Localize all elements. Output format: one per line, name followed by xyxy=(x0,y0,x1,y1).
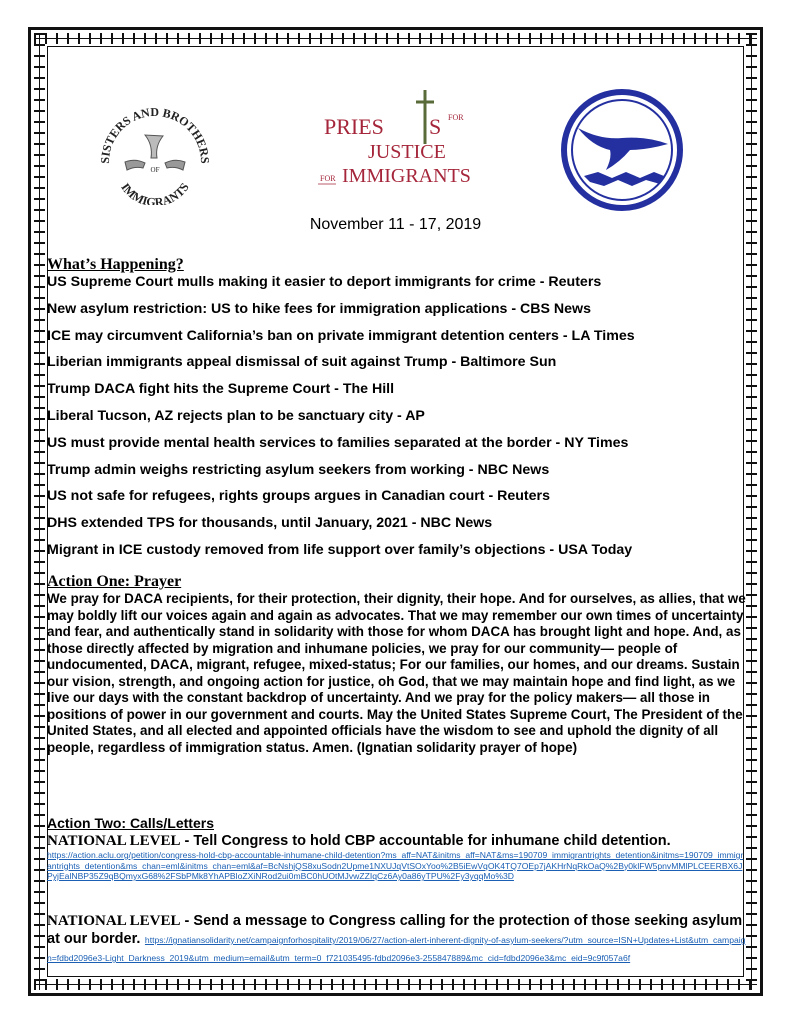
news-item[interactable]: US not safe for refugees, rights groups argues in Canadian court - Reuters xyxy=(47,488,550,505)
dove-emblem-logo xyxy=(560,88,685,213)
news-list xyxy=(47,274,747,569)
level-separator: - xyxy=(180,913,194,929)
news-item[interactable]: ICE may circumvent California’s ban on private immigrant detention centers - LA Times xyxy=(47,327,635,344)
border-pattern-right xyxy=(746,33,757,990)
action-two-heading: Action Two: Calls/Letters xyxy=(47,815,214,831)
national-level-label: NATIONAL LEVEL xyxy=(47,833,181,849)
svg-text:OF: OF xyxy=(150,166,160,174)
svg-text:S: S xyxy=(429,114,442,139)
level-separator: - xyxy=(180,833,194,849)
svg-text:IMMIGRANTS: IMMIGRANTS xyxy=(342,165,471,187)
aclu-petition-link[interactable]: https://action.aclu.org/petition/congress-hold-cbp-accountable-inhumane-child-detention?ms_aff=NAT&initms_aff=NAT&ms=190709_immigrantrights_detention&initms=190709_immigrantrights_detention&ms_chan=eml&initms_chan=eml&af=BcNshjQS8xuSodn2Upme1NXUJqVtSOxYoo%2B5iEwVqOK4TQ7OEp7jAKHrNqRkOaQ%2By0klFW5pnvMMlPLCEERBX6JPyjEalNBP35Z9qBQmyxG68%2FSbPMk8YhAPBloZXiNRod2ui0mBC0hUOtMJvwZZIqCz6Ay0a86yTPU%2Fy3yqqMo%3D xyxy=(47,850,744,882)
date-range: November 11 - 17, 2019 xyxy=(309,216,482,233)
national-action-2-text: Send a message to Congress calling for the protection of those seeking asylum at our border. xyxy=(47,913,743,947)
news-item[interactable]: US must provide mental health services to families separated at the border - NY Times xyxy=(47,434,629,451)
news-item[interactable]: Trump DACA fight hits the Supreme Court - The Hill xyxy=(47,381,395,398)
national-action-1 xyxy=(47,832,747,882)
svg-text:PRIES: PRIES xyxy=(324,114,384,139)
border-pattern-left xyxy=(34,33,45,990)
border-pattern-bottom xyxy=(34,979,757,990)
news-item[interactable]: DHS extended TPS for thousands, until January, 2021 - NBC News xyxy=(47,515,493,532)
national-action-1-text: Tell Congress to hold CBP accountable for inhumane child detention. xyxy=(193,833,671,849)
svg-text:FOR: FOR xyxy=(320,174,336,183)
national-level-label: NATIONAL LEVEL xyxy=(47,913,181,929)
svg-text:SISTERS AND BROTHERS: SISTERS AND BROTHERS xyxy=(97,104,213,164)
news-item[interactable]: Trump admin weighs restricting asylum seekers from working - NBC News xyxy=(47,461,550,478)
svg-text:IMMIGRANTS: IMMIGRANTS xyxy=(118,180,192,205)
priests-justice-logo xyxy=(308,90,483,190)
action-one-heading: Action One: Prayer xyxy=(47,573,182,590)
svg-text:JUSTICE: JUSTICE xyxy=(368,141,446,163)
svg-text:FOR: FOR xyxy=(448,113,464,122)
news-item[interactable]: Migrant in ICE custody removed from life support over family’s objections - USA Today xyxy=(47,541,633,558)
prayer-text: We pray for DACA recipients, for their protection, their dignity, their hope. And for ourselves, as allies, that we may boldly lift our voices again and again as advocates. That we may remember our own times of uncertainty and fear, and authentically stand in solidarity with those for whom DACA has brought light and hope. And, as those directly affected by migration and inhumane policies, we pray for our community— people of undocumented, DACA, migrant, refugee, mixed-status; For our families, our homes, and our dreams. Sustain our vision, strength, and ongoing action for justice, oh God, that we may maintain hope and find light, as we live our days with the constant backdrop of uncertainty. And we pray for the policy makers— all those in positions of power in our government and courts. May the United States Supreme Court, The President of the United States, and all elected and appointed officials have the wisdom to see and uphold the dignity of all people, regardless of immigration status. Amen. (Ignatian solidarity prayer of hope) xyxy=(47,591,746,755)
national-action-2 xyxy=(47,912,747,966)
sisters-brothers-logo xyxy=(95,100,215,205)
ignatian-solidarity-link[interactable]: https://ignatiansolidarity.net/campaignforhospitality/2019/06/27/action-alert-inherent-dignity-of-asylum-seekers/?utm_source=ISN+Updates+List&utm_campaign=fdbd2096e3-Light_Darkness_2019&utm_medium=email&utm_term=0_f721035495-fdbd2096e3-255847889&mc_cid=fdbd2096e3&mc_eid=9c9f057a6f xyxy=(47,935,746,963)
border-pattern-top xyxy=(34,33,757,44)
news-item[interactable]: Liberal Tucson, AZ rejects plan to be sanctuary city - AP xyxy=(47,407,425,424)
news-item[interactable]: New asylum restriction: US to hike fees for immigration applications - CBS News xyxy=(47,300,591,317)
news-item[interactable]: Liberian immigrants appeal dismissal of suit against Trump - Baltimore Sun xyxy=(47,354,557,371)
whats-happening-heading: What’s Happening? xyxy=(47,256,184,273)
news-item[interactable]: US Supreme Court mulls making it easier to deport immigrants for crime - Reuters xyxy=(47,274,602,290)
